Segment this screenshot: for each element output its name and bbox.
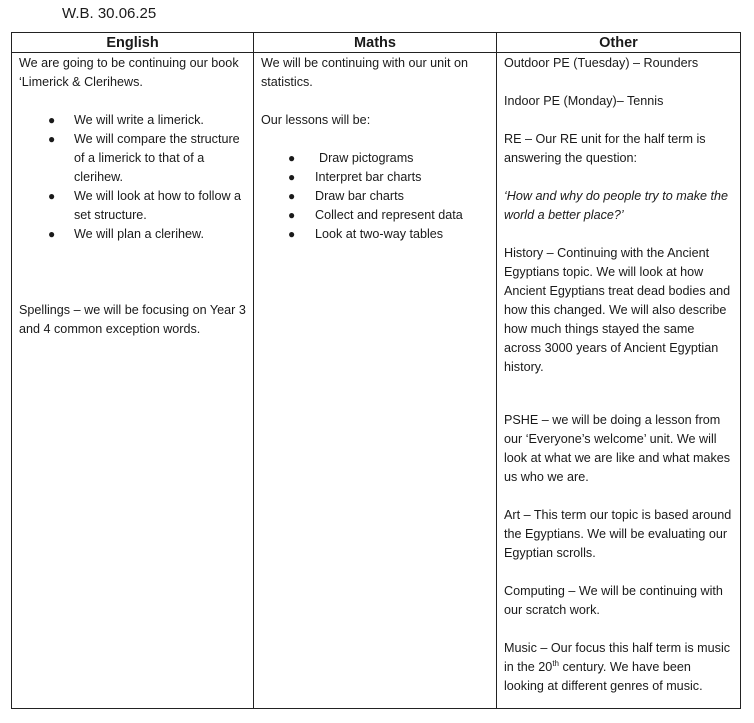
english-intro: We are going to be continuing our book ‘Limerick & Clerihews. — [19, 56, 239, 89]
list-item: ● Draw pictograms — [261, 149, 489, 168]
indoor-pe: Indoor PE (Monday)– Tennis — [504, 94, 664, 108]
week-beginning-date: W.B. 30.06.25 — [62, 5, 157, 22]
bullet-icon: ● — [48, 189, 56, 203]
computing-text: Computing – We will be continuing with our scratch work. — [504, 584, 723, 617]
bullet-icon: ● — [48, 113, 56, 127]
list-item: ● We will compare the structure of a limerick to that of a clerihew. — [48, 132, 240, 184]
weekly-plan-table — [11, 32, 741, 709]
english-spellings: Spellings – we will be focusing on Year 3 and 4 common exception words. — [19, 303, 246, 336]
english-cell — [12, 53, 254, 709]
outdoor-pe: Outdoor PE (Tuesday) – Rounders — [504, 56, 699, 70]
english-bullet-list — [19, 111, 246, 244]
history-text: History – Continuing with the Ancient Egyptians topic. We will look at how Ancient Egyptians treat dead bodies and how this changed. We will also describe how much things stayed the same across 3000 years of Ancient Egyptian history. — [504, 246, 731, 374]
list-item: ● We will write a limerick. — [19, 111, 246, 130]
list-item: ● Interpret bar charts — [261, 168, 489, 187]
list-item: ● We will look at how to follow a set structure. — [48, 189, 242, 222]
maths-intro: We will be continuing with our unit on statistics. — [261, 56, 468, 89]
maths-lessons-label: Our lessons will be: — [261, 113, 371, 127]
music-text: Music – Our focus this half term is music in the 20th century. We have been looking at different genres of music. — [504, 641, 731, 693]
list-item: ● Collect and represent data — [261, 206, 489, 225]
maths-bullet-list — [261, 149, 489, 244]
art-text: Art – This term our topic is based around the Egyptians. We will be evaluating our Egyptian scrolls. — [504, 508, 732, 560]
bullet-icon: ● — [288, 151, 296, 165]
bullet-icon: ● — [288, 208, 296, 222]
list-item: ● Draw bar charts — [261, 187, 489, 206]
re-question: ‘How and why do people try to make the world a better place?’ — [504, 189, 729, 222]
column-header-maths: Maths — [254, 33, 497, 53]
column-header-english: English — [12, 33, 254, 53]
pshe-text: PSHE – we will be doing a lesson from our ‘Everyone’s welcome’ unit. We will look at what we are like and what makes us who we are. — [504, 413, 731, 484]
maths-cell — [254, 53, 497, 709]
other-cell — [497, 53, 741, 709]
bullet-icon: ● — [288, 170, 296, 184]
re-text: RE – Our RE unit for the half term is answering the question: — [504, 132, 706, 165]
bullet-icon: ● — [48, 132, 56, 146]
bullet-icon: ● — [288, 189, 296, 203]
column-header-other: Other — [497, 33, 741, 53]
list-item: ● Look at two-way tables — [261, 225, 489, 244]
list-item: ● We will plan a clerihew. — [19, 225, 246, 244]
bullet-icon: ● — [48, 227, 56, 241]
bullet-icon: ● — [288, 227, 296, 241]
